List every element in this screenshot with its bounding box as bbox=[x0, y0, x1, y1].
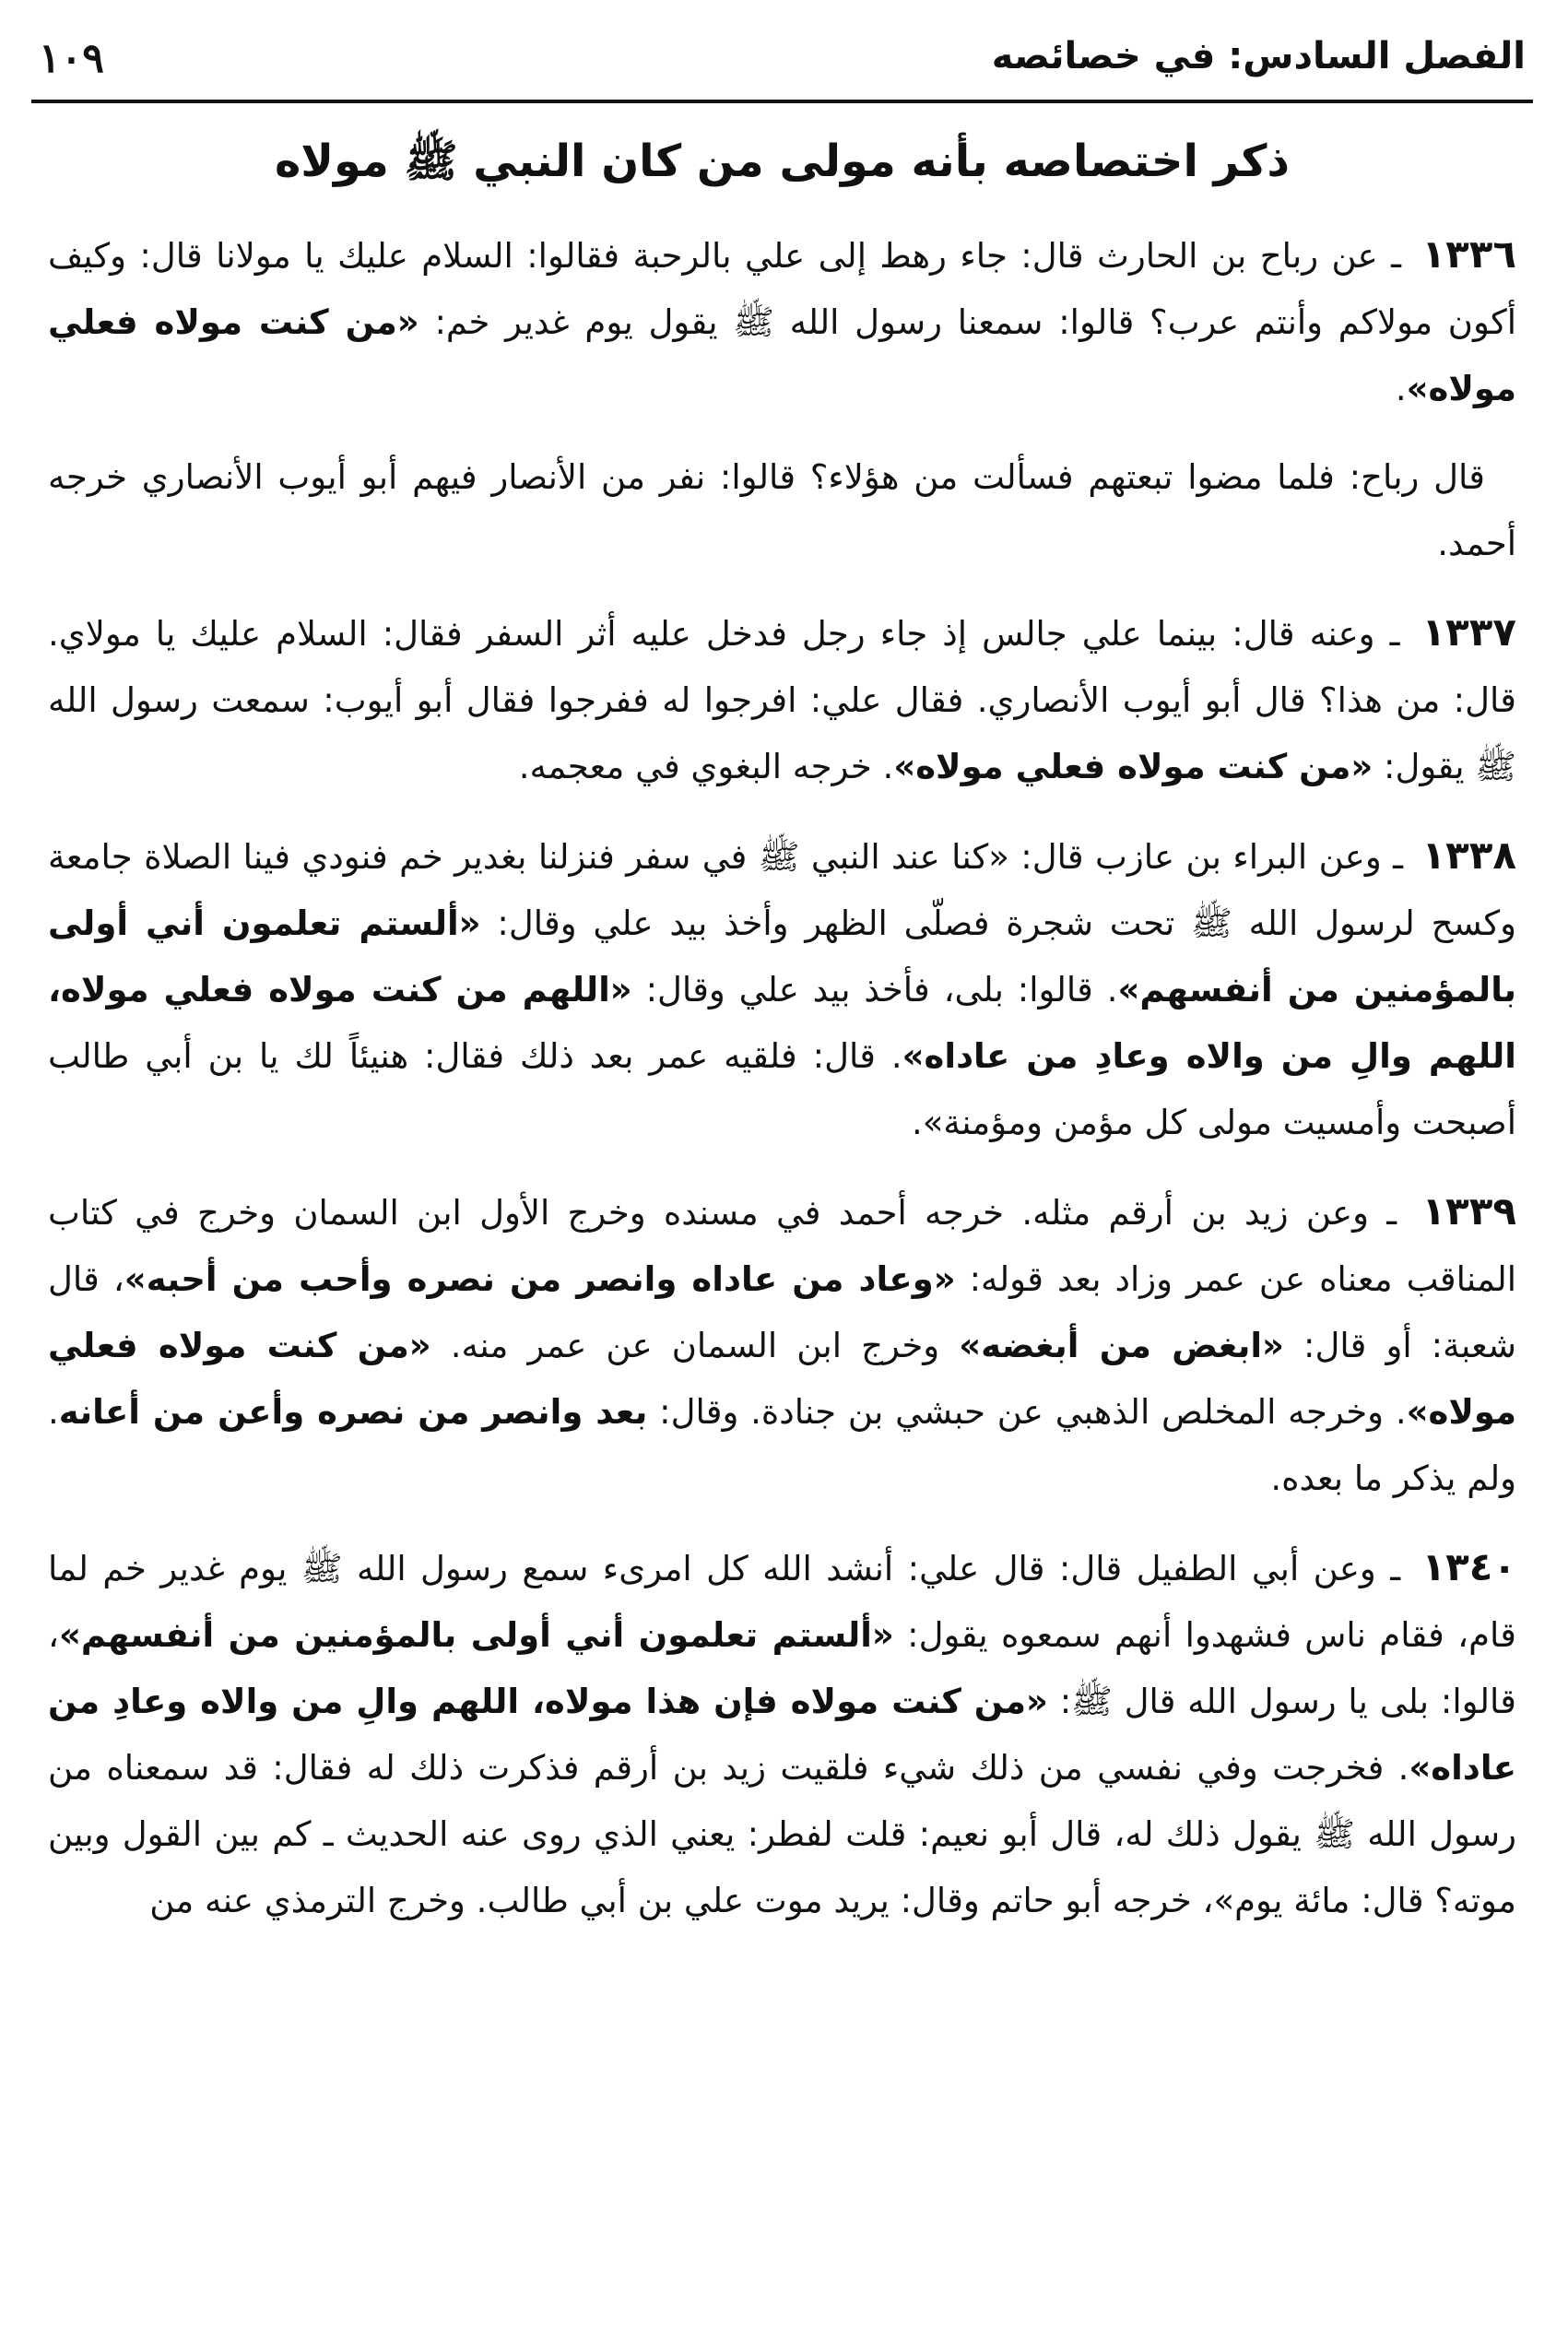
paragraph-text: ، قال شعبة: أو قال: bbox=[48, 1259, 1517, 1365]
running-title: الفصل السادس: في خصائصه bbox=[991, 35, 1526, 77]
quoted-hadith-text: «وعاد من عاداه وانصر من نصره وأحب من أحبه» bbox=[124, 1259, 956, 1299]
paragraph-text: ـ وعن أبي الطفيل قال: قال علي: أنشد الله كل امرىء سمع رسول الله ﷺ يوم غدير خم لما قام، فقام ناس فشهدوا أنهم سمعوه يقول: bbox=[48, 1549, 1516, 1655]
page-body bbox=[48, 129, 1516, 1956]
hadith-number: ١٣٣٩ bbox=[1421, 1188, 1516, 1234]
hadith-number: ١٣٤٠ bbox=[1421, 1544, 1516, 1589]
paragraph-text: . bbox=[1395, 369, 1407, 408]
quoted-hadith-text: «ألستم تعلمون أني أولى بالمؤمنين من أنفسهم» bbox=[58, 1615, 894, 1655]
paragraph-text: . ولم يذكر ما بعده. bbox=[48, 1392, 1516, 1498]
hadith-number: ١٣٣٦ bbox=[1421, 231, 1516, 277]
paragraph-text: وخرج ابن السمان عن عمر منه. bbox=[430, 1326, 960, 1365]
paragraph-text: . قال: فلقيه عمر بعد ذلك فقال: هنيئاً لك يا بن أبي طالب أصبحت وأمسيت مولى كل مؤمن ومؤمنة». bbox=[48, 1036, 1516, 1142]
hadith-number: ١٣٣٧ bbox=[1421, 609, 1516, 655]
quoted-hadith-text: «ابغض من أبغضه» bbox=[959, 1326, 1284, 1365]
paragraph-text: . قالوا: بلى، فأخذ بيد علي وقال: bbox=[631, 970, 1118, 1010]
paragraph-text: ـ وعنه قال: بينما علي جالس إذ جاء رجل فدخل عليه أثر السفر فقال: السلام عليك يا مولاي. قال: من هذا؟ قال أبو أيوب الأنصاري. فقال علي: افرجوا له ففرجوا فقال أبو أيوب: سمعت رسول الله ﷺ يقول: bbox=[48, 614, 1516, 786]
paragraph-text: ـ عن رباح بن الحارث قال: جاء رهط إلى علي بالرحبة فقالوا: السلام عليك يا مولانا قال: وكيف أكون مولاكم وأنتم عرب؟ قالوا: سمعنا رسول الله ﷺ يقول يوم غدير خم: bbox=[48, 236, 1516, 342]
paragraph-text: ـ وعن زيد بن أرقم مثله. خرجه أحمد في مسنده وخرج الأول ابن السمان وخرج في كتاب المناقب معناه عن عمر وزاد بعد قوله: bbox=[48, 1193, 1516, 1299]
quoted-hadith-text: «من كنت مولاه فعلي مولاه» bbox=[48, 1326, 1516, 1432]
quoted-hadith-text: «من كنت مولاه فإن هذا مولاه، اللهم والِ من والاه وعادِ من عاداه» bbox=[48, 1682, 1516, 1788]
quoted-hadith-text: «ألستم تعلمون أني أولى بالمؤمنين من أنفسهم» bbox=[48, 903, 1516, 1010]
paragraph-text: . خرجه البغوي في معجمه. bbox=[518, 747, 894, 786]
quoted-hadith-text: «اللهم من كنت مولاه فعلي مولاه، اللهم والِ من والاه وعادِ من عاداه» bbox=[48, 970, 1516, 1076]
page-number: ١٠٩ bbox=[39, 35, 104, 82]
paragraph-text: . وخرجه المخلص الذهبي عن حبشي بن جنادة. وقال: bbox=[647, 1392, 1407, 1432]
hadith-paragraph bbox=[48, 1178, 1516, 1512]
header-rule bbox=[31, 100, 1533, 103]
hadith-paragraph bbox=[48, 444, 1516, 577]
paragraph-text: . فخرجت وفي نفسي من ذلك شيء فلقيت زيد بن أرقم فذكرت ذلك له فقال: قد سمعناه من رسول الله ﷺ يقول ذلك له، قال أبو نعيم: قلت لفطر: يعني الذي روى عنه الحديث ـ كم بين القول وبين موته؟ قال: مائة يوم»، خرجه أبو حاتم وقال: يريد موت علي بن أبي طالب. وخرج الترمذي عنه من bbox=[48, 1748, 1516, 1920]
hadith-paragraph bbox=[48, 221, 1516, 422]
hadith-paragraph bbox=[48, 1534, 1516, 1934]
paragraph-text: قال رباح: فلما مضوا تبعتهم فسألت من هؤلاء؟ قالوا: نفر من الأنصار فيهم أبو أيوب الأنصاري خرجه أحمد. bbox=[48, 457, 1516, 563]
paragraph-text: ، قالوا: بلى يا رسول الله قال ﷺ: bbox=[48, 1615, 1516, 1721]
quoted-hadith-text: «من كنت مولاه فعلي مولاه» bbox=[893, 747, 1373, 786]
hadith-paragraph bbox=[48, 599, 1516, 800]
page-header bbox=[39, 35, 1526, 101]
quoted-hadith-text: بعد وانصر من نصره وأعن من أعانه bbox=[58, 1392, 648, 1432]
section-title: ذكر اختصاصه بأنه مولى من كان النبي ﷺ مولاه bbox=[274, 136, 1291, 187]
hadith-paragraph bbox=[48, 822, 1516, 1156]
quoted-hadith-text: «من كنت مولاه فعلي مولاه» bbox=[48, 302, 1516, 408]
paragraph-text: ـ وعن البراء بن عازب قال: «كنا عند النبي ﷺ في سفر فنزلنا بغدير خم فنودي فينا الصلاة جامعة وكسح لرسول الله ﷺ تحت شجرة فصلّى الظهر وأخذ بيد علي وقال: bbox=[48, 837, 1516, 943]
hadith-number: ١٣٣٨ bbox=[1421, 832, 1516, 878]
